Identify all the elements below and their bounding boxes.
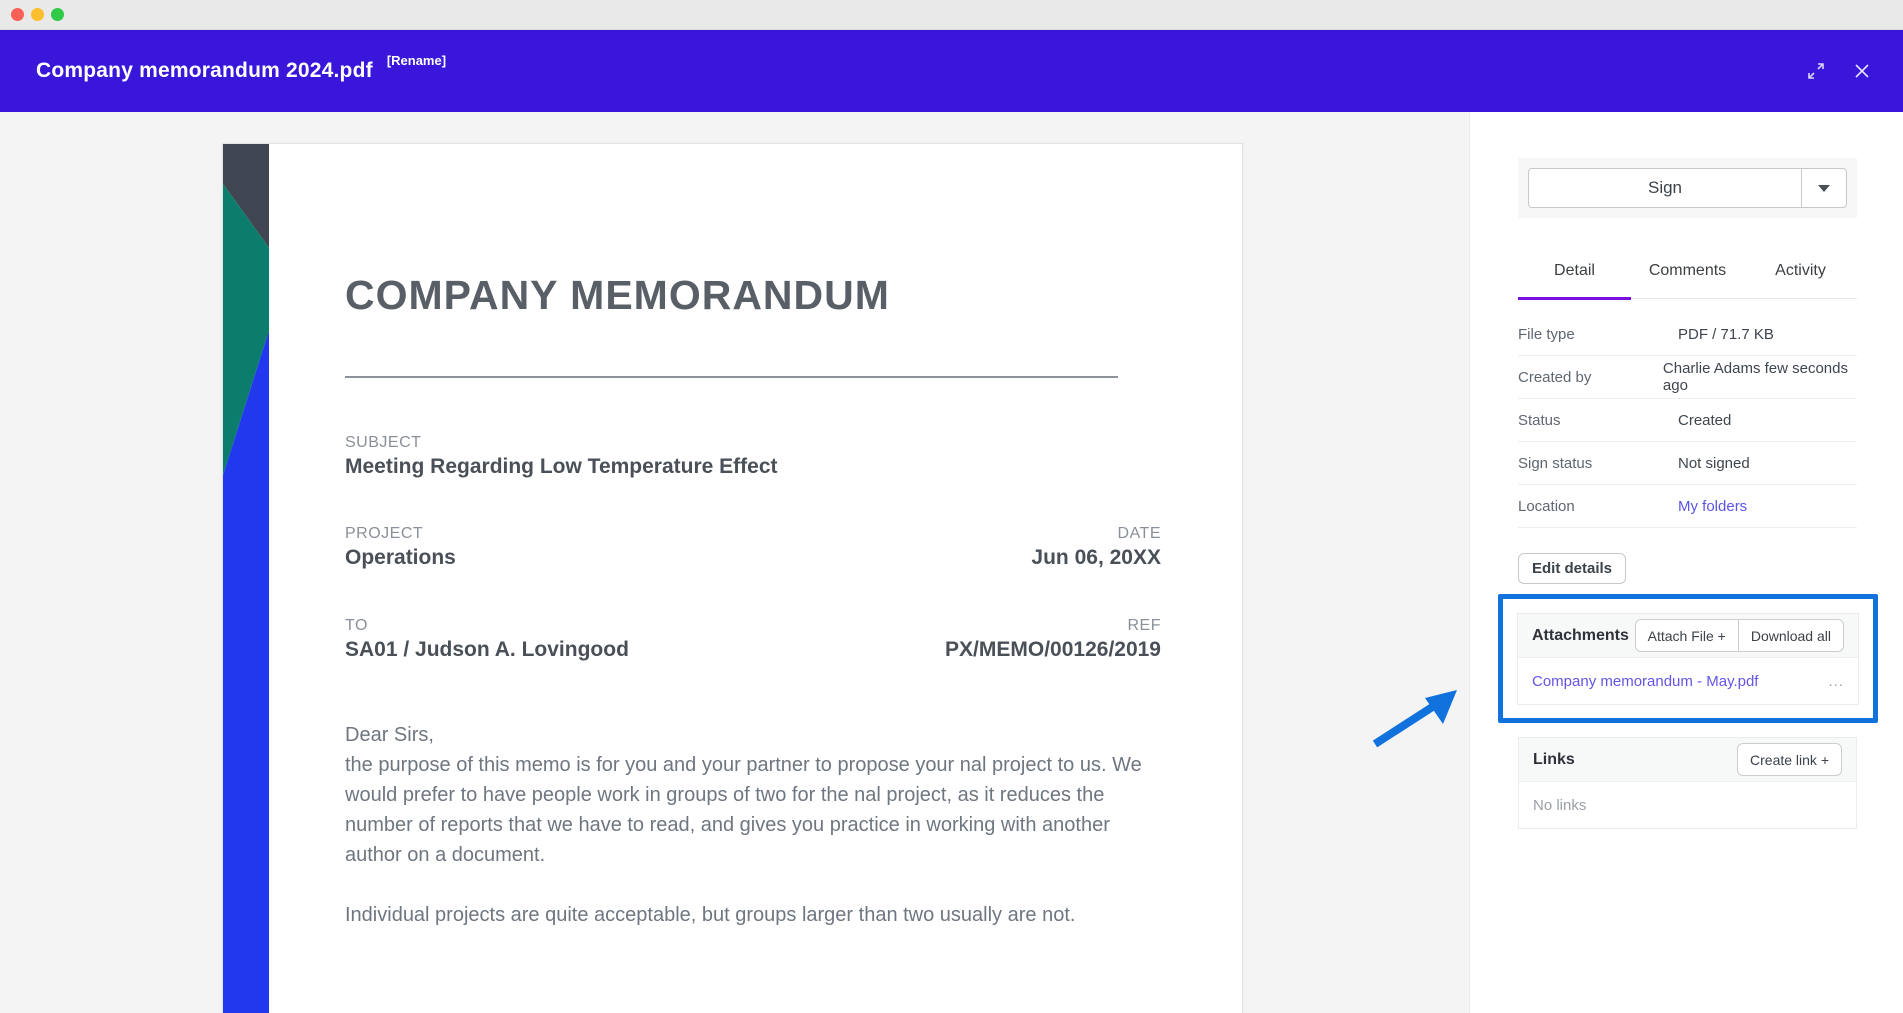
detail-label: Sign status	[1518, 454, 1593, 472]
chevron-down-icon	[1818, 185, 1830, 192]
links-title: Links	[1533, 750, 1575, 768]
window-close-traffic-light[interactable]	[11, 8, 24, 21]
to-label: TO	[345, 617, 368, 634]
ref-label: REF	[1127, 617, 1161, 634]
subject-label: SUBJECT	[345, 434, 422, 451]
memo-body	[345, 720, 1145, 930]
attachment-row	[1517, 657, 1859, 705]
sign-button[interactable]: Sign	[1647, 178, 1683, 197]
detail-row-status	[1518, 399, 1857, 442]
attachments-buttons	[1635, 619, 1844, 652]
details-sidebar	[1469, 112, 1903, 1013]
ref-value: PX/MEMO/00126/2019	[945, 638, 1161, 661]
links-section	[1518, 737, 1857, 829]
tab-comments[interactable]: Comments	[1648, 262, 1727, 279]
window-zoom-traffic-light[interactable]	[51, 8, 64, 21]
detail-label: Created by	[1518, 368, 1592, 386]
document-title: Company memorandum 2024.pdf	[36, 59, 373, 82]
create-link-button[interactable]: Create link +	[1737, 743, 1842, 776]
memo-content	[345, 144, 1161, 960]
detail-label: Location	[1518, 497, 1575, 515]
document-preview-area	[0, 112, 1469, 1013]
memo-divider	[345, 376, 1118, 378]
no-links-text: No links	[1533, 796, 1587, 814]
document-titlebar	[0, 30, 1903, 112]
attachment-file-link[interactable]: Company memorandum - May.pdf	[1532, 672, 1759, 690]
memo-title: COMPANY MEMORANDUM	[345, 272, 890, 318]
attachments-highlight-box	[1498, 594, 1878, 723]
attachments-header	[1517, 613, 1859, 657]
document-page	[222, 143, 1243, 1013]
download-all-button[interactable]: Download all	[1738, 619, 1844, 652]
detail-row-created-by	[1518, 356, 1857, 399]
links-header	[1518, 737, 1857, 781]
detail-label: Status	[1518, 411, 1561, 429]
rename-button[interactable]: [Rename]	[386, 52, 447, 68]
memo-paragraph-1: the purpose of this memo is for you and your partner to propose your nal project to us. We would prefer to have people work in groups of two for the nal project, as it reduces the number of reports that we have to read, and gives you practice in working with another author on a document.	[345, 754, 1142, 866]
detail-value: Not signed	[1678, 454, 1750, 472]
detail-value: PDF / 71.7 KB	[1678, 325, 1774, 343]
detail-row-file-type	[1518, 313, 1857, 356]
to-value: SA01 / Judson A. Lovingood	[345, 638, 629, 661]
window-chrome-bar	[0, 0, 1903, 30]
date-label: DATE	[1117, 525, 1161, 542]
expand-fullscreen-icon[interactable]	[1805, 60, 1827, 82]
window-minimize-traffic-light[interactable]	[31, 8, 44, 21]
close-icon[interactable]	[1851, 60, 1873, 82]
detail-row-sign-status	[1518, 442, 1857, 485]
links-empty-row	[1518, 781, 1857, 829]
sign-button-container	[1518, 158, 1857, 218]
project-value: Operations	[345, 546, 456, 569]
attachments-title: Attachments	[1532, 626, 1629, 644]
edit-details-button[interactable]: Edit details	[1518, 553, 1626, 584]
memo-salutation: Dear Sirs,	[345, 724, 434, 746]
page-decorative-stripe	[223, 144, 269, 1013]
detail-label: File type	[1518, 325, 1575, 343]
sidebar-tabs	[1518, 262, 1857, 299]
titlebar-actions	[1805, 60, 1873, 82]
my-folders-link[interactable]: My folders	[1678, 497, 1748, 515]
subject-value: Meeting Regarding Low Temperature Effect	[345, 455, 778, 478]
attach-file-button[interactable]: Attach File +	[1635, 619, 1739, 652]
detail-value: Charlie Adams few seconds ago	[1662, 360, 1848, 394]
detail-list	[1518, 313, 1857, 528]
memo-paragraph-2: Individual projects are quite acceptable, but groups larger than two usually are not.	[345, 904, 1076, 926]
sign-split-button[interactable]	[1528, 168, 1847, 208]
date-value: Jun 06, 20XX	[1031, 546, 1161, 569]
sign-dropdown-button[interactable]	[1801, 169, 1846, 207]
detail-row-location	[1518, 485, 1857, 528]
attachment-more-icon[interactable]: ...	[1828, 672, 1844, 690]
project-label: PROJECT	[345, 525, 424, 542]
detail-value: Created	[1678, 411, 1732, 429]
main-area	[0, 112, 1903, 1013]
callout-arrow-icon	[1369, 680, 1463, 752]
tab-activity[interactable]: Activity	[1775, 262, 1826, 279]
tab-detail[interactable]: Detail	[1518, 262, 1631, 298]
